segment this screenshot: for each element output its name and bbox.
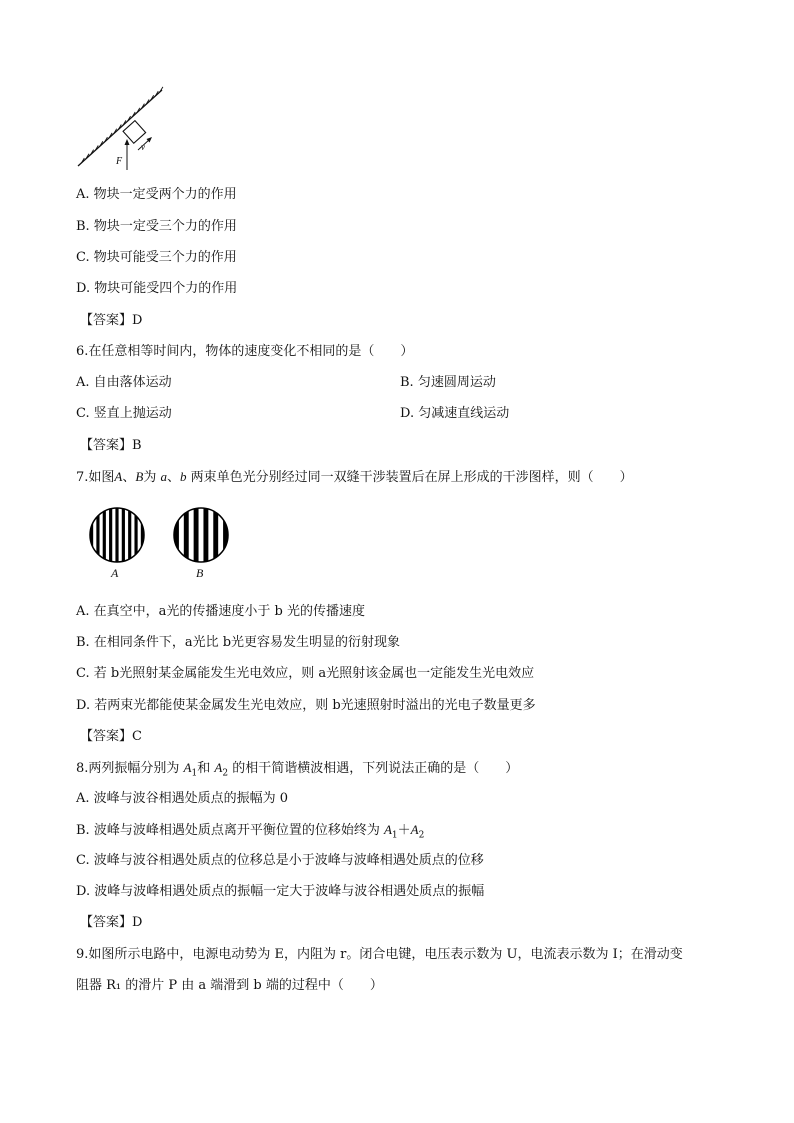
q9-stem-line1: 9.如图所示电路中，电源电动势为 E，内阻为 r。闭合电键，电压表示数为 U，电流表示数为 I；在滑动变 bbox=[76, 947, 683, 962]
q6-option-d: D. 匀减速直线运动 bbox=[400, 406, 510, 421]
q8-stem: 8.两列振幅分别为 $A_1$和 $A_2$ 的相干简谐横波相遇，下列说法正确的是（ ） bbox=[76, 760, 519, 779]
q6-option-b: B. 匀速圆周运动 bbox=[400, 375, 496, 390]
q5-option-d: D. 物块可能受四个力的作用 bbox=[76, 281, 238, 296]
q6-answer: 【答案】B bbox=[80, 438, 142, 453]
incline-figure bbox=[70, 84, 170, 176]
q6-option-c: C. 竖直上抛运动 bbox=[76, 406, 172, 421]
q8-option-c: C. 波峰与波谷相遇处质点的位移总是小于波峰与波峰相遇处质点的位移 bbox=[76, 853, 484, 868]
fringe-pattern-b bbox=[172, 506, 230, 564]
q6-stem: 6.在任意相等时间内，物体的速度变化不相同的是（ ） bbox=[76, 344, 414, 359]
interference-figure-b bbox=[172, 506, 230, 582]
q9-stem-line2: 阻器 R₁ 的滑片 P 由 a 端滑到 b 端的过程中（ ） bbox=[76, 978, 383, 993]
q7-option-b: B. 在相同条件下，a光比 b光更容易发生明显的衍射现象 bbox=[76, 635, 401, 650]
q8-option-b: B. 波峰与波峰相遇处质点离开平衡位置的位移始终为 $A_1+A_2$ bbox=[76, 822, 425, 841]
velocity-label: v bbox=[141, 142, 145, 152]
fig-label-b: B bbox=[196, 566, 204, 580]
q7-stem: 7.如图A、B为 a、b 两束单色光分别经过同一双缝干涉装置后在屏上形成的干涉图样，则（ ） bbox=[76, 469, 633, 485]
q5-option-b: B. 物块一定受三个力的作用 bbox=[76, 219, 237, 234]
q6-option-a: A. 自由落体运动 bbox=[76, 375, 172, 390]
q8-option-d: D. 波峰与波峰相遇处质点的振幅一定大于波峰与波谷相遇处质点的振幅 bbox=[76, 884, 485, 899]
interference-figure-a bbox=[88, 506, 146, 582]
q8-option-a: A. 波峰与波谷相遇处质点的振幅为 0 bbox=[76, 791, 289, 806]
q5-option-c: C. 物块可能受三个力的作用 bbox=[76, 250, 237, 265]
q7-option-a: A. 在真空中，a光的传播速度小于 b 光的传播速度 bbox=[76, 604, 365, 619]
q7-answer: 【答案】C bbox=[80, 729, 142, 744]
fringe-pattern-a bbox=[88, 506, 146, 564]
fig-label-a: A bbox=[111, 566, 119, 580]
q5-answer: 【答案】D bbox=[80, 313, 143, 328]
q8-answer: 【答案】D bbox=[80, 915, 143, 930]
q7-option-c: C. 若 b光照射某金属能发生光电效应，则 a光照射该金属也一定能发生光电效应 bbox=[76, 666, 535, 681]
force-label: F bbox=[116, 156, 123, 167]
q5-option-a: A. 物块一定受两个力的作用 bbox=[76, 187, 237, 202]
q7-option-d: D. 若两束光都能使某金属发生光电效应，则 b光速照射时溢出的光电子数量更多 bbox=[76, 698, 536, 713]
